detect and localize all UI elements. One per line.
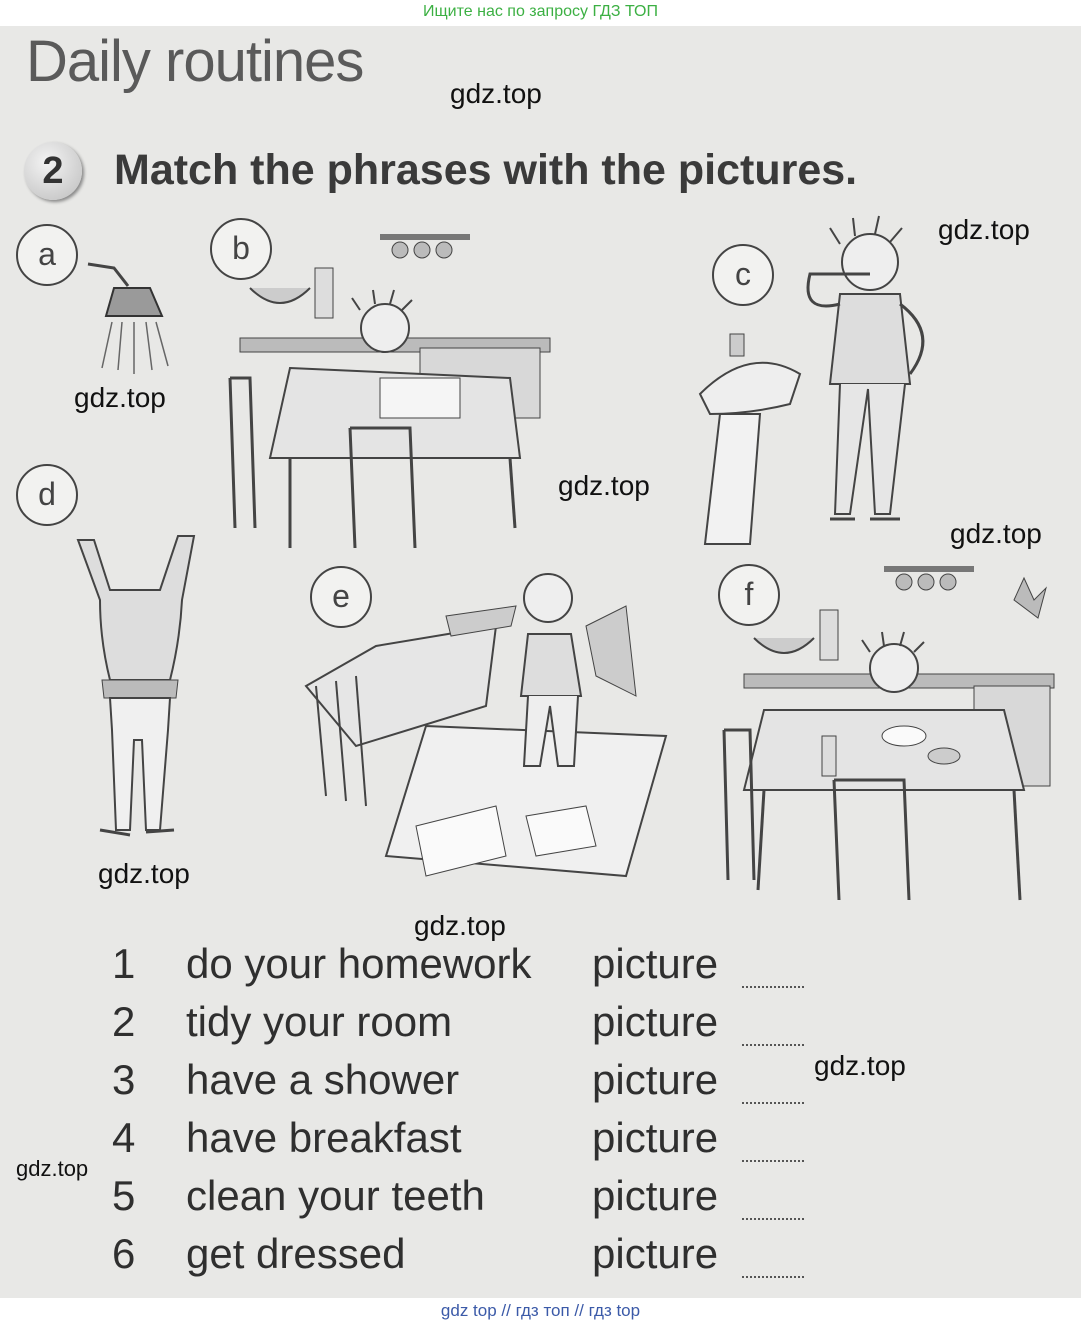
phrase-text: get dressed: [186, 1230, 406, 1277]
top-banner[interactable]: Ищите нас по запросу ГДЗ ТОП: [0, 0, 1081, 26]
picture-word: picture: [592, 1172, 719, 1219]
phrase-row-4: [112, 1114, 832, 1172]
phrase-text: tidy your room: [186, 998, 453, 1045]
phrase-number: 6: [112, 1230, 136, 1277]
exercise-number: 2: [24, 142, 82, 200]
phrase-number: 1: [112, 940, 136, 987]
phrase-number: 4: [112, 1114, 136, 1161]
watermark: gdz.top: [938, 214, 1030, 245]
messy-bedroom-illustration: [296, 556, 676, 896]
picture-word: picture: [592, 998, 719, 1045]
watermark: gdz.top: [558, 470, 650, 501]
phrase-row-5: [112, 1172, 832, 1230]
picture-word: picture: [592, 1056, 719, 1103]
picture-label-c: c: [712, 244, 774, 306]
picture-label-e: e: [310, 566, 372, 628]
phrase-row-1: [112, 940, 832, 998]
phrase-text: do your homework: [186, 940, 532, 987]
brushing-teeth-illustration: [690, 214, 950, 554]
footer-links[interactable]: gdz top // гдз топ // гдз top: [0, 1298, 1081, 1326]
phrase-number: 5: [112, 1172, 136, 1219]
breakfast-at-table-illustration: [724, 560, 1064, 910]
getting-dressed-illustration: [70, 530, 210, 850]
phrase-row-2: [112, 998, 832, 1056]
answer-blank[interactable]: [742, 1044, 804, 1046]
phrase-text: clean your teeth: [186, 1172, 485, 1219]
picture-label-a: a: [16, 224, 78, 286]
picture-label-d: d: [16, 464, 78, 526]
exercise-instruction: Match the phrases with the pictures.: [114, 146, 858, 194]
watermark: gdz.top: [98, 858, 190, 889]
answer-blank[interactable]: [742, 1276, 804, 1278]
watermark: gdz.top: [450, 78, 542, 109]
shower-head-icon: [84, 258, 184, 378]
answer-blank[interactable]: [742, 1218, 804, 1220]
page-title: Daily routines: [26, 29, 364, 94]
watermark: gdz.top: [414, 910, 506, 941]
watermark: gdz.top: [74, 382, 166, 413]
answer-blank[interactable]: [742, 986, 804, 988]
picture-label-b: b: [210, 218, 272, 280]
watermark: gdz.top: [814, 1050, 906, 1081]
phrase-text: have breakfast: [186, 1114, 462, 1161]
homework-at-table-illustration: [230, 228, 560, 558]
phrase-number: 2: [112, 998, 136, 1045]
picture-word: picture: [592, 940, 719, 987]
phrase-row-3: [112, 1056, 832, 1114]
answer-blank[interactable]: [742, 1102, 804, 1104]
picture-label-f: f: [718, 564, 780, 626]
watermark: gdz.top: [950, 518, 1042, 549]
answer-blank[interactable]: [742, 1160, 804, 1162]
picture-word: picture: [592, 1230, 719, 1277]
phrase-number: 3: [112, 1056, 136, 1103]
phrase-row-6: [112, 1230, 832, 1288]
watermark: gdz.top: [16, 1156, 89, 1181]
phrase-text: have a shower: [186, 1056, 460, 1103]
picture-word: picture: [592, 1114, 719, 1161]
